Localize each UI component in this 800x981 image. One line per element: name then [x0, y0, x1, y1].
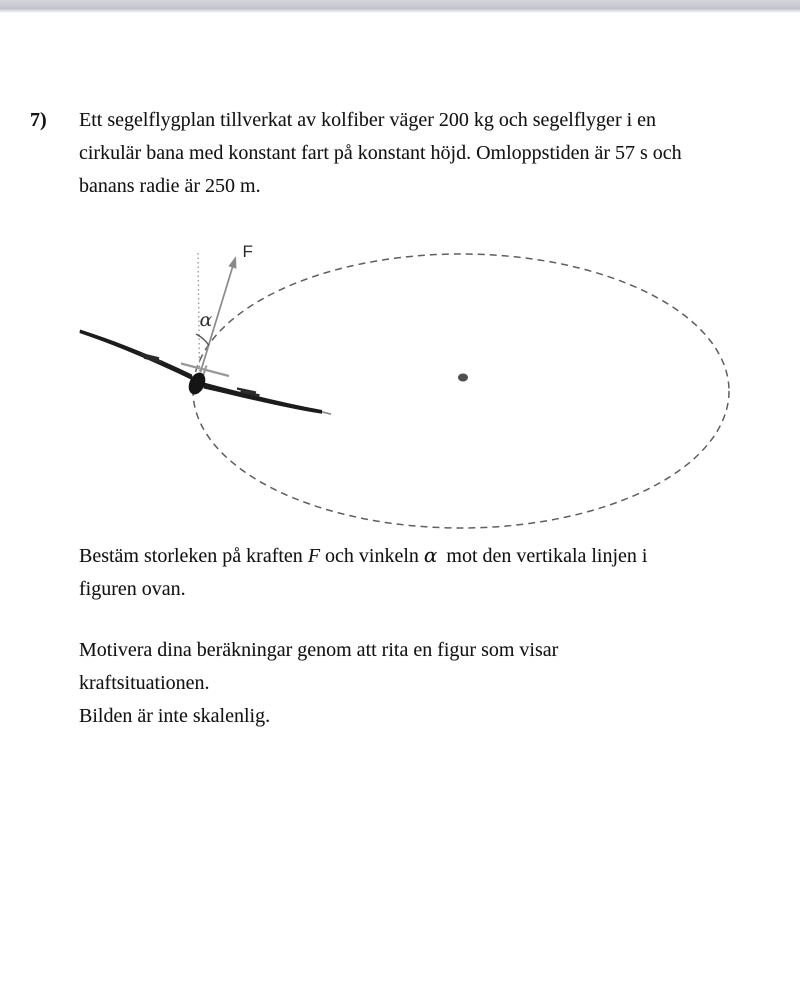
- force-symbol-inline: F: [307, 545, 321, 567]
- glider-circular-path-figure: [60, 235, 760, 540]
- problem-statement: [79, 104, 759, 203]
- question-line-1: [79, 539, 759, 573]
- question-text-part: och vinkeln: [320, 545, 424, 567]
- glider-left-wing: [80, 330, 194, 381]
- circle-center-dot: [458, 374, 468, 382]
- angle-label: α: [199, 309, 213, 331]
- force-arrowhead-icon: [228, 256, 236, 269]
- instruction-line-2: kraftsituationen.: [79, 672, 210, 694]
- question-text-part: Bestäm storleken på kraften: [79, 545, 308, 567]
- question-text-part: mot den vertikala linjen i: [441, 545, 648, 567]
- statement-line-3: banans radie är 250 m.: [79, 175, 261, 197]
- angle-arc: [196, 334, 209, 346]
- force-label: F: [242, 242, 253, 261]
- page-top-edge-shadow: [0, 0, 800, 13]
- statement-line-2: cirkulär bana med konstant fart på konstant höjd. Omloppstiden är 57 s och: [79, 142, 682, 164]
- question-paragraph: [79, 539, 759, 606]
- angle-symbol-inline: α: [423, 543, 438, 567]
- circular-path-dashed-ellipse: [193, 254, 729, 528]
- glider-right-wing: [204, 383, 323, 414]
- question-line-2: figuren ovan.: [79, 578, 186, 600]
- statement-line-1: Ett segelflygplan tillverkat av kolfiber väger 200 kg och segelflyger i en: [79, 109, 657, 131]
- instructions-paragraph: [79, 634, 759, 733]
- glider-right-wingtip: [322, 412, 331, 414]
- problem-number: 7): [30, 109, 47, 131]
- instruction-line-1: Motivera dina beräkningar genom att rita en figur som visar: [79, 639, 559, 661]
- instruction-line-3: Bilden är inte skalenlig.: [79, 705, 271, 727]
